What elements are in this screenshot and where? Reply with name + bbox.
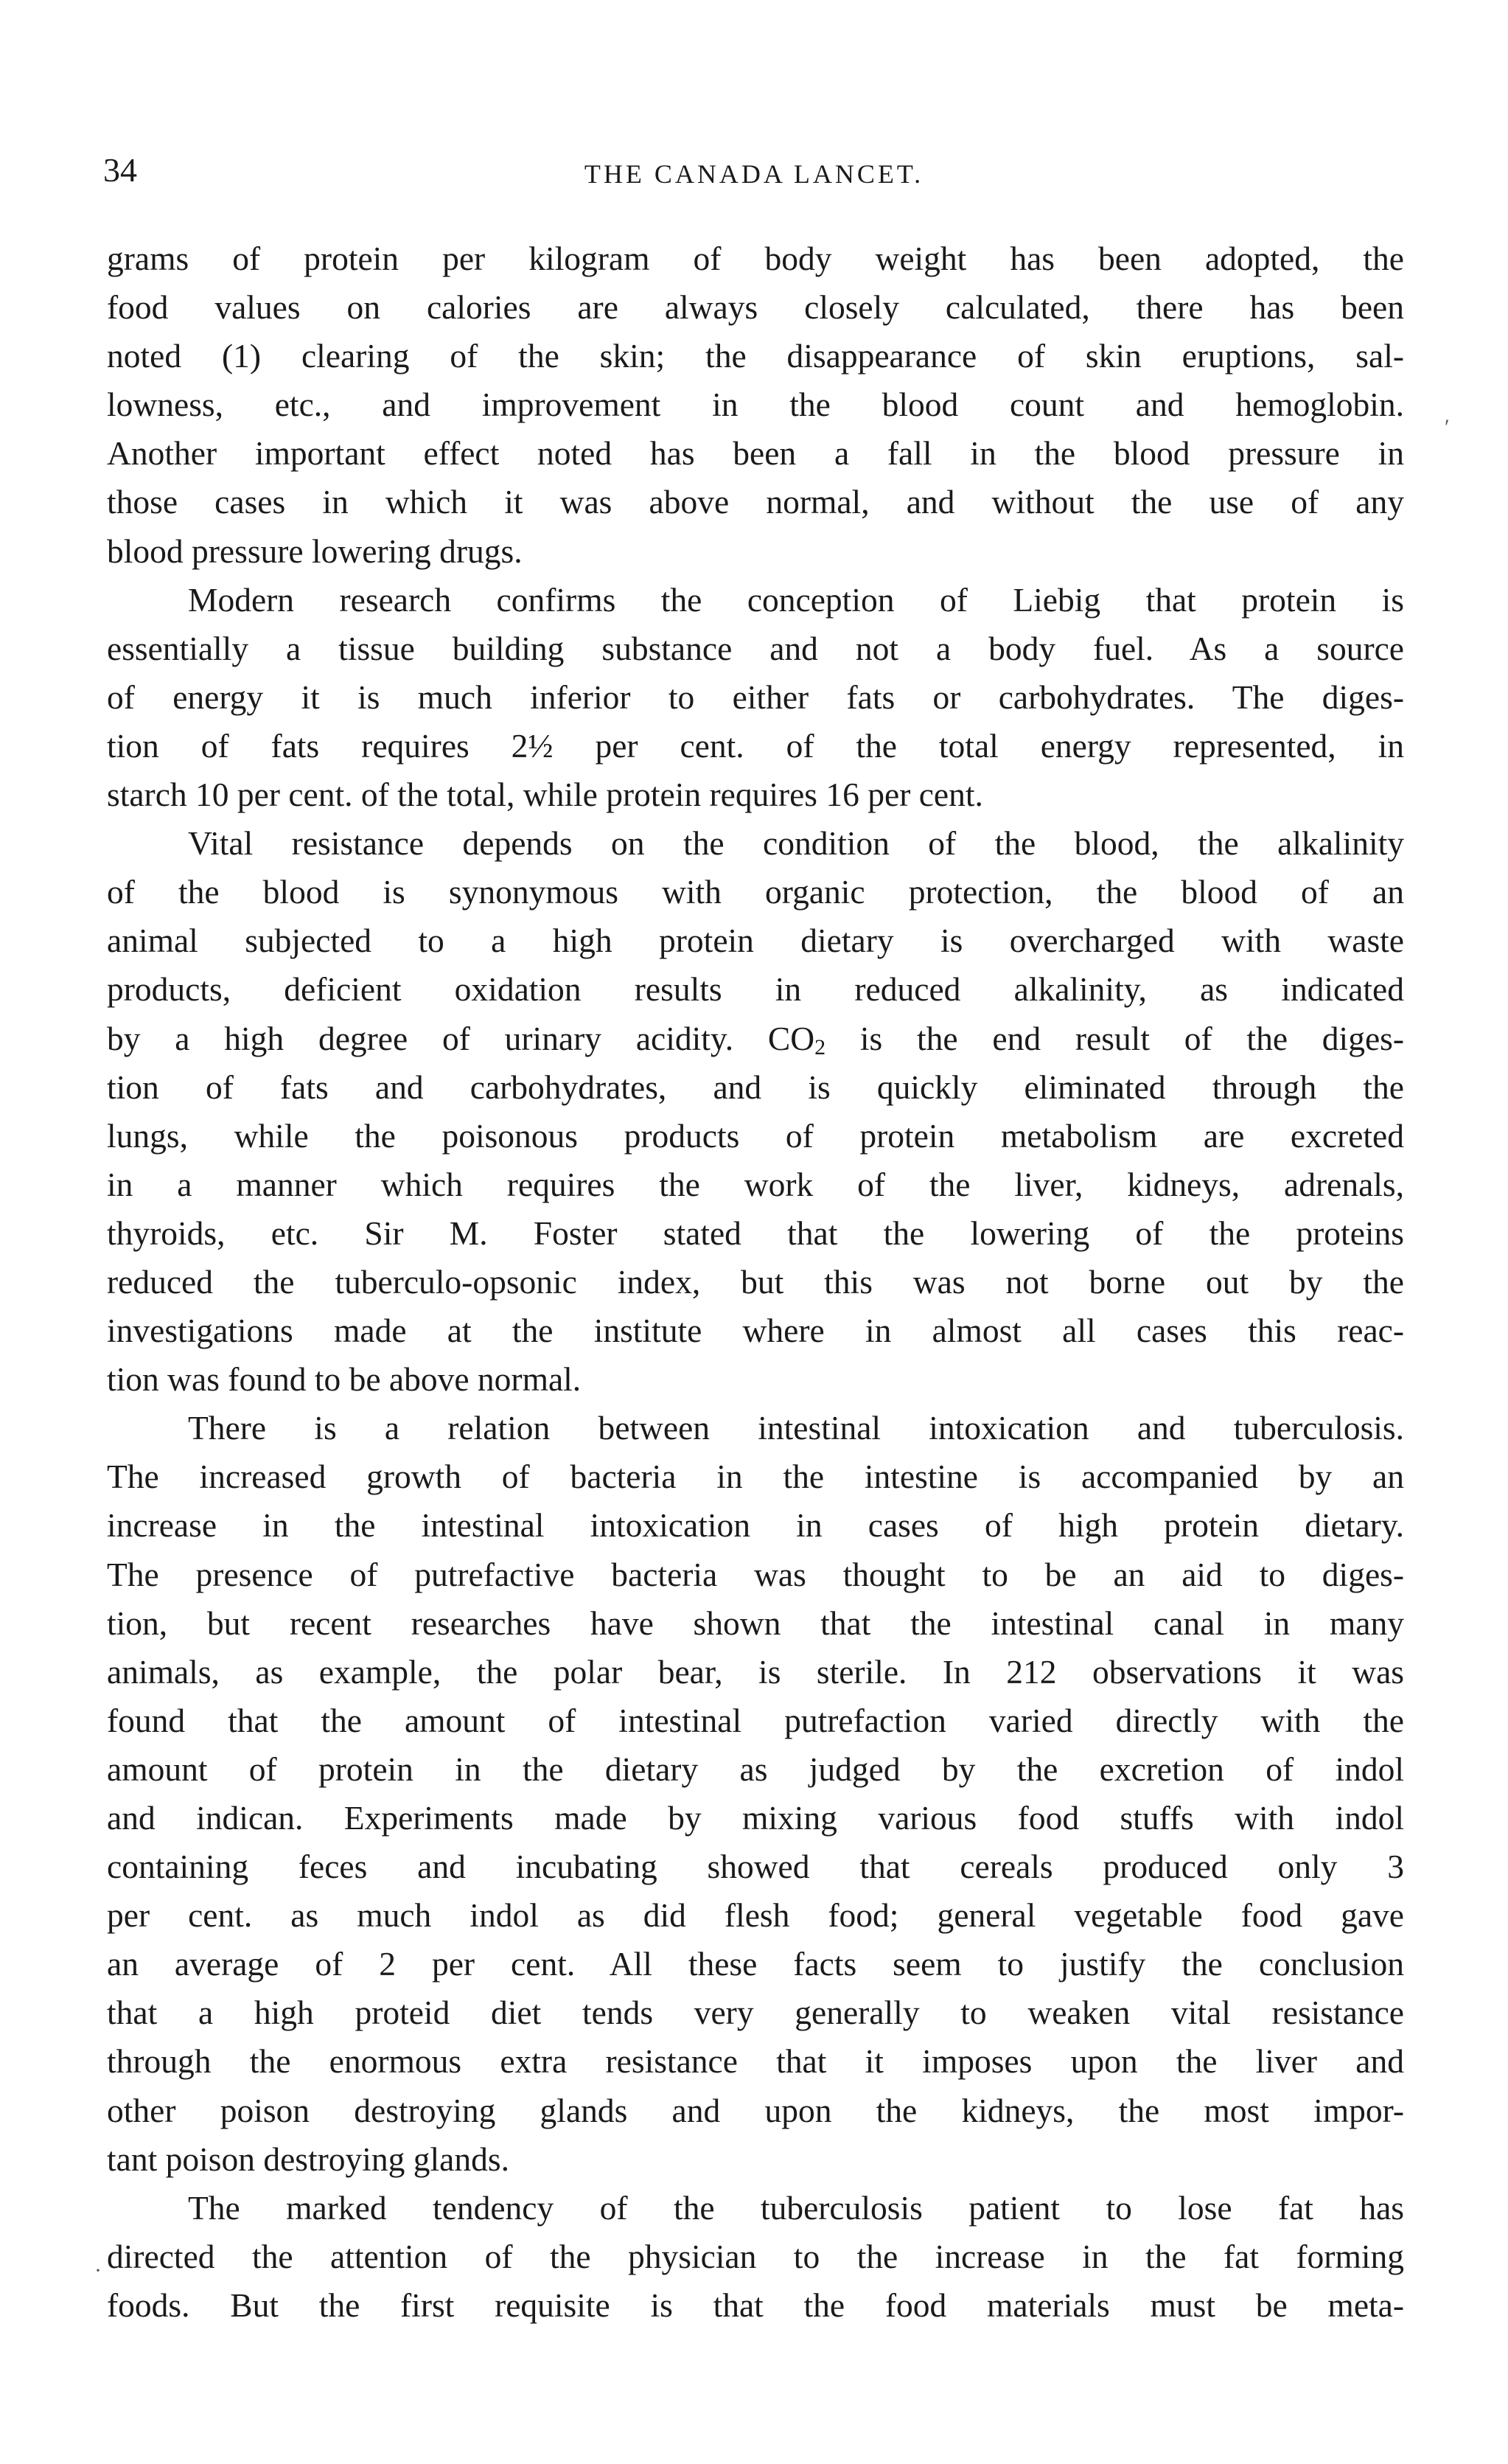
text-line: products, deficient oxidation results in reduced alkalinity, as indicated bbox=[107, 970, 1404, 1009]
text-line: of energy it is much inferior to either fats or carbohydrates. The diges- bbox=[107, 678, 1404, 716]
text-line: The increased growth of bacteria in the intestine is accompanied by an bbox=[107, 1458, 1404, 1496]
text-line: blood pressure lowering drugs. bbox=[107, 532, 523, 570]
text-line: animal subjected to a high protein dietary is overcharged with waste bbox=[107, 922, 1404, 960]
text-line-co2 bbox=[107, 1015, 1404, 1063]
running-title: THE CANADA LANCET. bbox=[584, 159, 924, 189]
text-line: Vital resistance depends on the condition of the blood, the alkalinity bbox=[188, 824, 1404, 863]
text-line: tion of fats and carbohydrates, and is quickly eliminated through the bbox=[107, 1068, 1404, 1106]
text-line: The marked tendency of the tuberculosis patient to lose fat has bbox=[188, 2188, 1404, 2227]
text-line: lowness, etc., and improvement in the blood count and hemoglobin. bbox=[107, 386, 1404, 424]
text-line: investigations made at the institute where in almost all cases this reac- bbox=[107, 1312, 1404, 1350]
text-line: of the blood is synonymous with organic protection, the blood of an bbox=[107, 873, 1404, 911]
text-line: that a high proteid diet tends very generally to weaken vital resistance bbox=[107, 1994, 1404, 2032]
text-line: those cases in which it was above normal, and without the use of any bbox=[107, 483, 1404, 521]
text-line: thyroids, etc. Sir M. Foster stated that the lowering of the proteins bbox=[107, 1214, 1404, 1252]
text-line: noted (1) clearing of the skin; the disappearance of skin eruptions, sal- bbox=[107, 337, 1404, 375]
text-line: Modern research confirms the conception of Liebig that protein is bbox=[188, 580, 1404, 619]
text-line: amount of protein in the dietary as judged by the excretion of indol bbox=[107, 1750, 1404, 1788]
text-line: animals, as example, the polar bear, is sterile. In 212 observations it was bbox=[107, 1652, 1404, 1691]
text-line: There is a relation between intestinal intoxication and tuberculosis. bbox=[188, 1409, 1404, 1447]
paragraph bbox=[107, 819, 1404, 1404]
text-line: grams of protein per kilogram of body weight has been adopted, the bbox=[107, 240, 1404, 277]
text-line: tion, but recent researches have shown that the intestinal canal in many bbox=[107, 1604, 1404, 1642]
text-line: tion of fats requires 2½ per cent. of the total energy represented, in bbox=[107, 726, 1404, 765]
body-text bbox=[107, 234, 1404, 2330]
text-line: food values on calories are always closely calculated, there has been bbox=[107, 288, 1404, 327]
text-line: The presence of putrefactive bacteria was thought to be an aid to diges- bbox=[107, 1555, 1404, 1593]
text-line: Another important effect noted has been a fall in the blood pressure in bbox=[107, 434, 1404, 473]
text-line: and indican. Experiments made by mixing various food stuffs with indol bbox=[107, 1799, 1404, 1837]
text-line: lungs, while the poisonous products of protein metabolism are excreted bbox=[107, 1116, 1404, 1155]
text-line: directed the attention of the physician to the increase in the fat forming bbox=[107, 2237, 1404, 2275]
text-line: increase in the intestinal intoxication in cases of high protein dietary. bbox=[107, 1506, 1404, 1545]
paragraph bbox=[107, 576, 1404, 819]
text-line: reduced the tuberculo-opsonic index, but this was not borne out by the bbox=[107, 1262, 1404, 1301]
paragraph bbox=[107, 234, 1404, 576]
text-fragment: is the end result of the diges- bbox=[825, 1019, 1404, 1057]
text-line: other poison destroying glands and upon the kidneys, the most impor- bbox=[107, 2091, 1404, 2129]
print-speck: ʹ bbox=[1445, 415, 1450, 439]
print-speck: · bbox=[94, 2258, 102, 2283]
text-line: tion was found to be above normal. bbox=[107, 1360, 582, 1399]
text-line: per cent. as much indol as did flesh food; general vegetable food gave bbox=[107, 1896, 1404, 1935]
paragraph bbox=[107, 2184, 1404, 2330]
page-number: 34 bbox=[103, 151, 137, 189]
text-line: an average of 2 per cent. All these facts seem to justify the conclusion bbox=[107, 1945, 1404, 1983]
text-line: in a manner which requires the work of the liver, kidneys, adrenals, bbox=[107, 1165, 1404, 1203]
text-line: found that the amount of intestinal putrefaction varied directly with the bbox=[107, 1701, 1404, 1739]
text-line: essentially a tissue building substance and not a body fuel. As a source bbox=[107, 629, 1404, 667]
text-fragment: by a high degree of urinary acidity. bbox=[107, 1019, 734, 1057]
text-line: containing feces and incubating showed that cereals produced only 3 bbox=[107, 1848, 1404, 1886]
text-line: through the enormous extra resistance that it imposes upon the liver and bbox=[107, 2042, 1404, 2081]
paragraph bbox=[107, 1404, 1404, 2184]
text-line: tant poison destroying glands. bbox=[107, 2140, 509, 2178]
chemical-formula: $CO_2$ bbox=[767, 1019, 826, 1059]
text-line: foods. But the first requisite is that the food materials must be meta- bbox=[107, 2286, 1404, 2324]
text-line: starch 10 per cent. of the total, while protein requires 16 per cent. bbox=[107, 776, 983, 814]
